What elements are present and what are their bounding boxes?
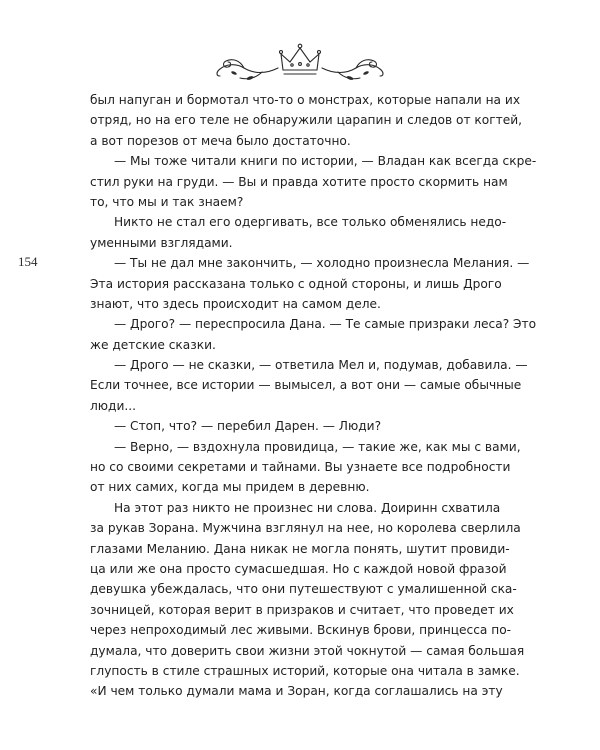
text-line: уменными взглядами. — [90, 235, 233, 250]
text-line: от них самих, когда мы придем в деревню. — [90, 480, 370, 495]
crown-vine-ornament-icon — [210, 34, 390, 86]
text-line: ца или же она просто сумасшедшая. Но с каждой новой фразой — [90, 561, 507, 576]
text-line: люди... — [90, 398, 137, 413]
body-text — [90, 90, 537, 702]
text-line: а вот порезов от меча было достаточно. — [90, 133, 351, 148]
text-line: — Мы тоже читали книги по истории, — Владан как всегда скре- — [114, 154, 537, 169]
text-line: зочницей, которая верит в призраков и считает, что проведет их — [90, 602, 514, 617]
text-line: то, что мы и так знаем? — [90, 194, 244, 209]
text-line: Эта история рассказана только с одной стороны, и лишь Дрого — [90, 276, 502, 291]
text-line: — Дрого — не сказки, — ответила Мел и, подумав, добавила. — — [114, 358, 528, 373]
text-line: но со своими секретами и тайнами. Вы узнаете все подробности — [90, 460, 511, 475]
text-line: Если точнее, все истории — вымысел, а вот они — самые обычные — [90, 378, 522, 393]
text-line: глупость в стиле страшных историй, которые она читала в замке. — [90, 663, 520, 678]
text-line: «И чем только думали мама и Зоран, когда соглашались на эту — [90, 684, 503, 699]
text-line: — Верно, — вздохнула провидица, — такие же, как мы с вами, — [114, 439, 521, 454]
text-line: На этот раз никто не произнес ни слова. Доиринн схватила — [114, 500, 501, 515]
text-line: через непроходимый лес живыми. Вскинув брови, принцесса по- — [90, 623, 512, 638]
text-line: был напуган и бормотал что-то о монстрах, которые напали на их — [90, 93, 521, 107]
text-line: глазами Меланию. Дана никак не могла понять, шутит провиди- — [90, 541, 510, 556]
text-line: девушка убеждалась, что они путешествуют с умалишенной ска- — [90, 582, 517, 597]
text-line: же детские сказки. — [90, 337, 216, 352]
text-line: думала, что доверить свои жизни этой чокнутой — самая большая — [90, 643, 525, 658]
text-line: — Стоп, что? — перебил Дарен. — Люди? — [114, 419, 382, 434]
text-line: знают, что здесь происходит на самом деле. — [90, 296, 381, 311]
text-line: стил руки на груди. — Вы и правда хотите просто скормить нам — [90, 174, 508, 189]
text-line: отряд, но на его теле не обнаружили царапин и следов от когтей, — [90, 113, 523, 128]
text-line: — Дрого? — переспросила Дана. — Те самые призраки леса? Это — [114, 317, 537, 332]
text-line: — Ты не дал мне закончить, — холодно произнесла Мелания. — — [114, 256, 530, 271]
text-line: за рукав Зорана. Мужчина взглянул на нее, но королева сверлила — [90, 521, 521, 536]
page-number: 154 — [18, 254, 38, 269]
text-line: Никто не стал его одергивать, все только обменялись недо- — [114, 215, 507, 230]
